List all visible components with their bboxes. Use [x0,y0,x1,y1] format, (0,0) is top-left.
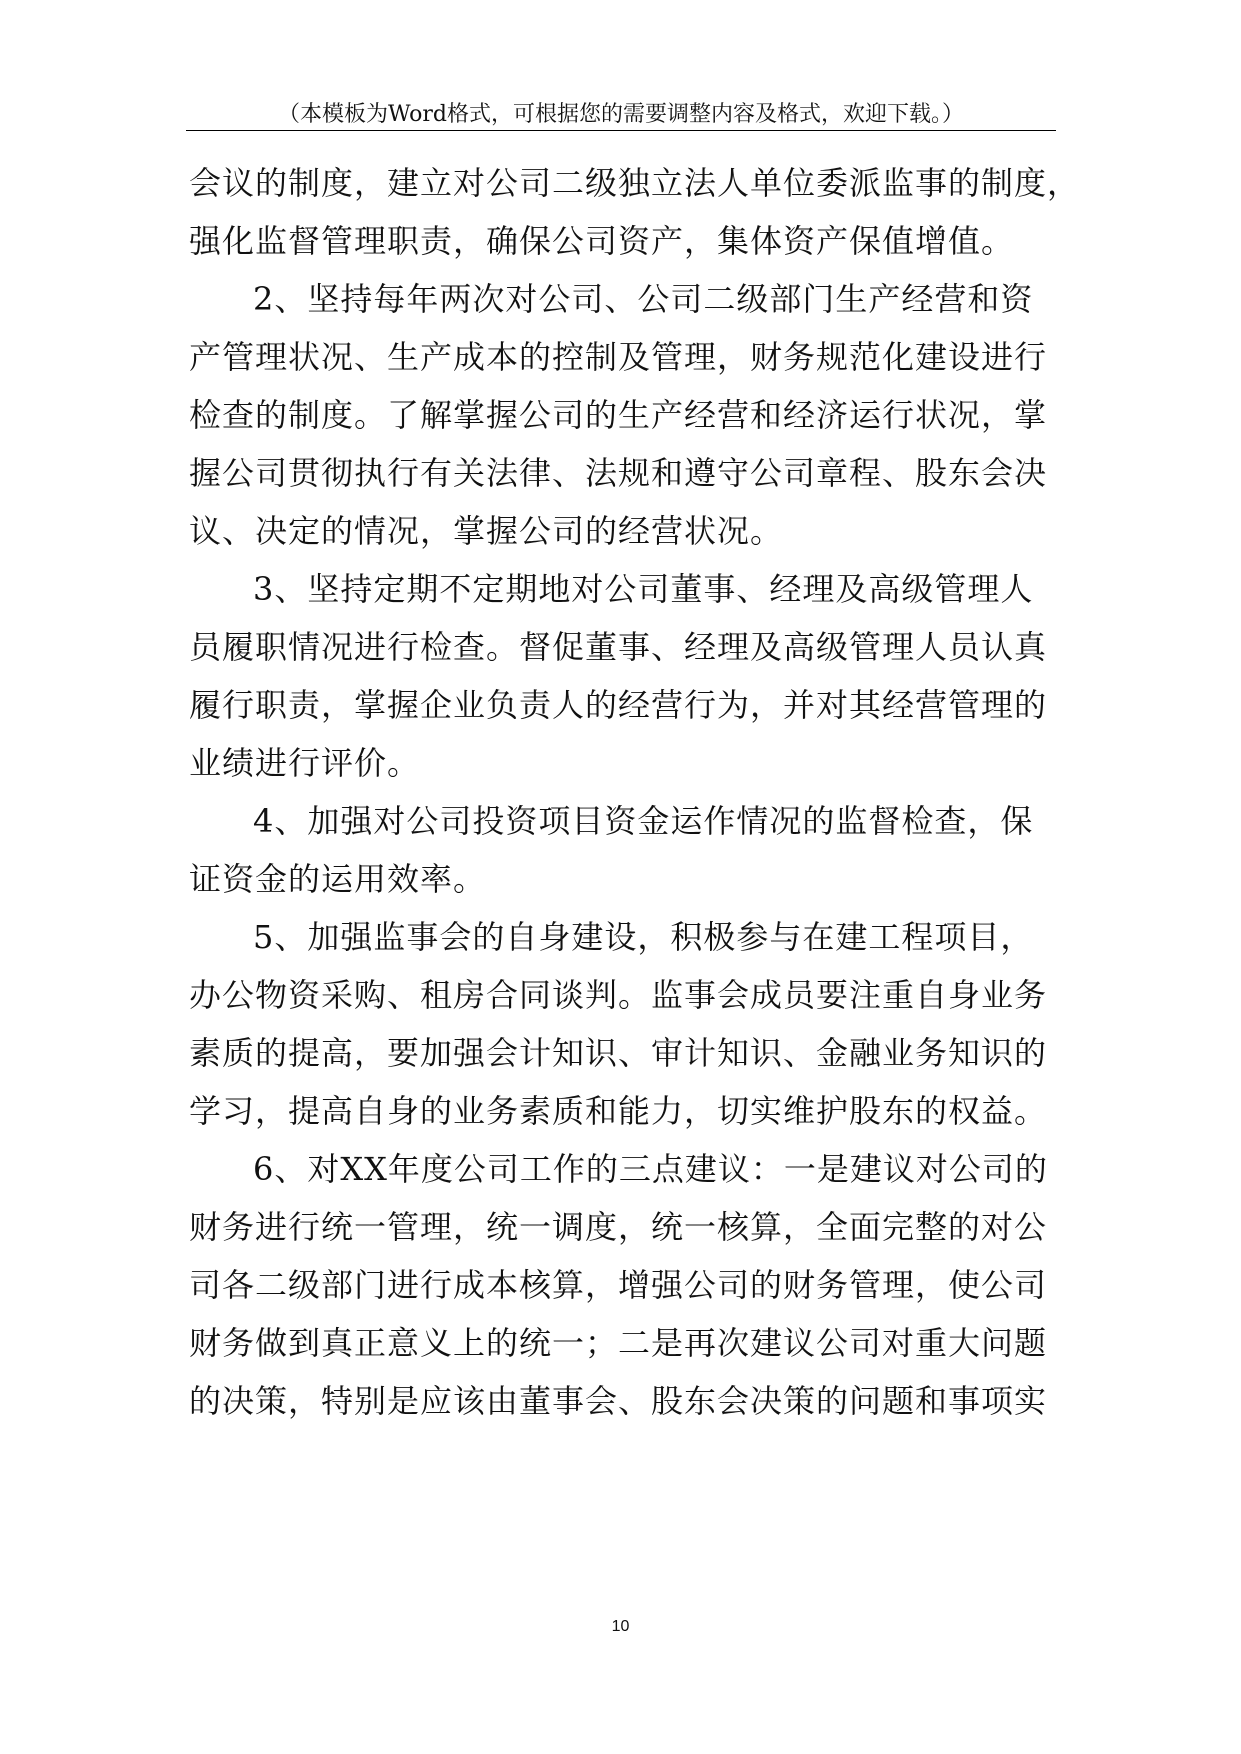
body-line: 会议的制度，建立对公司二级独立法人单位委派监事的制度， [189,164,1081,202]
body-line: 议、决定的情况，掌握公司的经营状况。 [189,512,784,550]
body-line: 检查的制度。了解掌握公司的生产经营和经济运行状况，掌 [189,396,1048,434]
body-line: 6、对XX年度公司工作的三点建议：一是建议对公司的 [253,1150,1048,1188]
body-line: 3、坚持定期不定期地对公司董事、经理及高级管理人 [253,570,1034,608]
body-line: 司各二级部门进行成本核算，增强公司的财务管理，使公司 [189,1266,1048,1304]
page-number: 10 [611,1618,630,1635]
header-divider [186,130,1056,131]
body-line: 握公司贯彻执行有关法律、法规和遵守公司章程、股东会决 [189,454,1048,492]
body-line: 履行职责，掌握企业负责人的经营行为，并对其经营管理的 [189,686,1048,724]
body-line: 财务进行统一管理，统一调度，统一核算，全面完整的对公 [189,1208,1048,1246]
template-note-header: （本模板为Word格式，可根据您的需要调整内容及格式，欢迎下载。） [278,102,964,127]
body-line: 证资金的运用效率。 [189,860,487,898]
body-line: 财务做到真正意义上的统一；二是再次建议公司对重大问题 [189,1324,1048,1362]
body-line: 强化监督管理职责，确保公司资产，集体资产保值增值。 [189,222,1015,260]
body-line: 业绩进行评价。 [189,744,421,782]
body-line: 产管理状况、生产成本的控制及管理，财务规范化建设进行 [189,338,1048,376]
body-line: 5、加强监事会的自身建设，积极参与在建工程项目， [253,918,1034,956]
body-line: 2、坚持每年两次对公司、公司二级部门生产经营和资 [253,280,1034,318]
body-line: 的决策，特别是应该由董事会、股东会决策的问题和事项实 [189,1382,1048,1420]
body-line: 素质的提高，要加强会计知识、审计知识、金融业务知识的 [189,1034,1048,1072]
body-line: 员履职情况进行检查。督促董事、经理及高级管理人员认真 [189,628,1048,666]
document-body [189,154,1089,1430]
body-line: 学习，提高自身的业务素质和能力，切实维护股东的权益。 [189,1092,1048,1130]
body-line: 4、加强对公司投资项目资金运作情况的监督检查，保 [253,802,1034,840]
body-line: 办公物资采购、租房合同谈判。监事会成员要注重自身业务 [189,976,1048,1014]
